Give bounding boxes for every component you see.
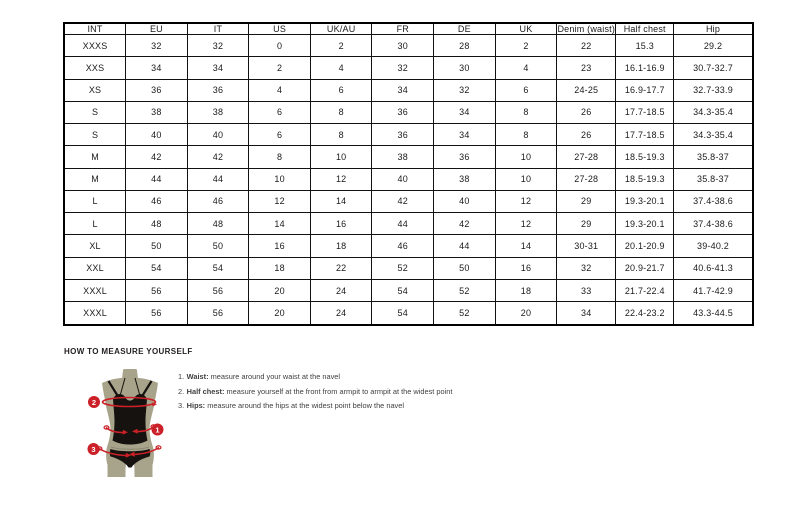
table-cell: L <box>64 190 126 212</box>
table-cell: 22 <box>310 257 372 279</box>
table-cell: 12 <box>495 213 557 235</box>
table-cell: 34 <box>557 302 616 325</box>
table-cell: 39-40.2 <box>674 235 753 257</box>
table-cell: 32 <box>126 35 188 57</box>
table-cell: 56 <box>187 279 249 301</box>
how-to-measure-title: HOW TO MEASURE YOURSELF <box>64 347 193 356</box>
table-cell: 24-25 <box>557 79 616 101</box>
table-cell: 29 <box>557 213 616 235</box>
column-header: Denim (waist) <box>557 24 616 34</box>
table-cell: 34.3-35.4 <box>674 124 753 146</box>
column-header: EU <box>126 23 188 35</box>
table-cell: 41.7-42.9 <box>674 279 753 301</box>
table-cell: 32 <box>187 35 249 57</box>
column-header: FR <box>372 23 434 35</box>
table-cell: 2 <box>249 57 311 79</box>
table-row <box>64 146 753 168</box>
table-row <box>64 257 753 279</box>
column-header: INT <box>64 23 126 35</box>
table-cell: S <box>64 101 126 123</box>
table-cell: XXL <box>64 257 126 279</box>
table-cell: 36 <box>372 124 434 146</box>
table-cell: 38 <box>187 101 249 123</box>
table-cell: 18 <box>495 279 557 301</box>
step-number: 1. <box>178 372 185 381</box>
table-row <box>64 124 753 146</box>
table-cell: 10 <box>495 168 557 190</box>
table-row <box>64 57 753 79</box>
step-text: measure around the hips at the widest point below the navel <box>205 401 405 411</box>
table-cell: 44 <box>372 213 434 235</box>
table-cell: 32 <box>434 79 496 101</box>
table-cell: 42 <box>126 146 188 168</box>
table-cell: 35.8-37 <box>674 146 753 168</box>
table-cell: 18.5-19.3 <box>616 146 674 168</box>
table-cell: 27-28 <box>557 146 616 168</box>
table-cell: 33 <box>557 279 616 301</box>
table-cell: 10 <box>495 146 557 168</box>
table-cell: 26 <box>557 101 616 123</box>
measure-step-hips <box>178 399 452 414</box>
table-cell: 30 <box>372 35 434 57</box>
table-cell: 48 <box>187 213 249 235</box>
table-cell: 22.4-23.2 <box>616 302 674 325</box>
table-cell: 46 <box>187 190 249 212</box>
table-row <box>64 302 753 325</box>
table-cell: 56 <box>126 279 188 301</box>
table-cell: 42 <box>187 146 249 168</box>
measure-steps-list <box>178 370 452 414</box>
mannequin-illustration-icon <box>86 369 172 483</box>
table-cell: 6 <box>249 101 311 123</box>
table-cell: 40 <box>187 124 249 146</box>
column-header: DE <box>434 23 496 35</box>
table-cell: 52 <box>372 257 434 279</box>
waist-marker <box>152 424 164 436</box>
table-cell: 30.7-32.7 <box>674 57 753 79</box>
table-row <box>64 279 753 301</box>
table-cell: 46 <box>126 190 188 212</box>
table-cell: 14 <box>310 190 372 212</box>
table-cell: 56 <box>187 302 249 325</box>
table-cell: 16 <box>310 213 372 235</box>
table-cell: 20.1-20.9 <box>616 235 674 257</box>
table-cell: 42 <box>434 213 496 235</box>
table-cell: 50 <box>434 257 496 279</box>
table-cell: 38 <box>372 146 434 168</box>
table-cell: 54 <box>126 257 188 279</box>
table-cell: 18 <box>249 257 311 279</box>
table-cell: 16 <box>249 235 311 257</box>
table-cell: 16.9-17.7 <box>616 79 674 101</box>
table-cell: 29 <box>557 190 616 212</box>
table-cell: 4 <box>495 57 557 79</box>
table-cell: S <box>64 124 126 146</box>
table-cell: 30-31 <box>557 235 616 257</box>
table-cell: 8 <box>249 146 311 168</box>
table-cell: 14 <box>495 235 557 257</box>
column-header: IT <box>187 23 249 35</box>
hips-marker-number: 3 <box>91 444 96 454</box>
table-cell: 30 <box>434 57 496 79</box>
table-cell: M <box>64 168 126 190</box>
table-row <box>64 101 753 123</box>
step-term: Half chest: <box>186 386 225 396</box>
table-cell: 6 <box>495 79 557 101</box>
table-cell: 24 <box>310 302 372 325</box>
table-cell: 48 <box>126 213 188 235</box>
table-cell: 34.3-35.4 <box>674 101 753 123</box>
table-cell: 10 <box>249 168 311 190</box>
table-cell: 34 <box>187 57 249 79</box>
step-text: measure around your waist at the navel <box>208 372 341 381</box>
table-cell: 44 <box>187 168 249 190</box>
table-cell: 8 <box>310 124 372 146</box>
table-cell: 34 <box>434 101 496 123</box>
table-cell: XS <box>64 79 126 101</box>
table-cell: 15.3 <box>616 35 674 57</box>
table-cell: 43.3-44.5 <box>674 302 753 325</box>
table-cell: 52 <box>434 302 496 325</box>
step-number: 2. <box>178 386 185 396</box>
table-cell: 20 <box>249 279 311 301</box>
table-cell: 26 <box>557 124 616 146</box>
size-chart-table <box>63 22 754 326</box>
table-cell: 19.3-20.1 <box>616 190 674 212</box>
table-cell: 21.7-22.4 <box>616 279 674 301</box>
table-cell: 24 <box>310 279 372 301</box>
table-cell: XXXL <box>64 302 126 325</box>
table-cell: 20.9-21.7 <box>616 257 674 279</box>
measure-step-waist <box>178 370 452 385</box>
table-cell: 38 <box>126 101 188 123</box>
table-cell: 4 <box>249 79 311 101</box>
table-cell: 32 <box>372 57 434 79</box>
table-cell: 10 <box>310 146 372 168</box>
table-cell: 50 <box>187 235 249 257</box>
table-cell: 2 <box>310 35 372 57</box>
table-row <box>64 35 753 57</box>
table-cell: 17.7-18.5 <box>616 101 674 123</box>
table-cell: 23 <box>557 57 616 79</box>
table-cell: 36 <box>187 79 249 101</box>
table-cell: 12 <box>249 190 311 212</box>
table-cell: XXS <box>64 57 126 79</box>
table-cell: 34 <box>372 79 434 101</box>
table-cell: 35.8-37 <box>674 168 753 190</box>
table-cell: 40.6-41.3 <box>674 257 753 279</box>
table-cell: XXXL <box>64 279 126 301</box>
table-cell: 54 <box>372 279 434 301</box>
size-chart-tbody <box>64 35 753 326</box>
table-row <box>64 168 753 190</box>
table-cell: 8 <box>495 101 557 123</box>
table-cell: L <box>64 213 126 235</box>
table-cell: 54 <box>187 257 249 279</box>
table-row <box>64 235 753 257</box>
column-header: UK/AU <box>310 23 372 35</box>
measure-step-half-chest <box>178 385 452 400</box>
table-row <box>64 213 753 235</box>
measurement-figure <box>86 369 172 483</box>
chest-marker <box>88 396 100 408</box>
table-cell: 56 <box>126 302 188 325</box>
size-chart-header-row <box>64 23 753 35</box>
table-cell: XL <box>64 235 126 257</box>
table-cell: 18 <box>310 235 372 257</box>
table-row <box>64 79 753 101</box>
table-cell: 20 <box>249 302 311 325</box>
column-header: Half chest <box>616 23 674 35</box>
table-cell: 20 <box>495 302 557 325</box>
step-number: 3. <box>178 401 185 411</box>
table-cell: 29.2 <box>674 35 753 57</box>
table-cell: 6 <box>310 79 372 101</box>
table-cell: 17.7-18.5 <box>616 124 674 146</box>
table-cell: 19.3-20.1 <box>616 213 674 235</box>
table-cell: 8 <box>495 124 557 146</box>
table-row <box>64 190 753 212</box>
table-cell: 37.4-38.6 <box>674 190 753 212</box>
step-term: Waist: <box>186 372 209 381</box>
table-cell: 12 <box>310 168 372 190</box>
table-cell: 2 <box>495 35 557 57</box>
table-cell: 46 <box>372 235 434 257</box>
table-cell: 18.5-19.3 <box>616 168 674 190</box>
table-cell: 6 <box>249 124 311 146</box>
column-header: US <box>249 23 311 35</box>
table-cell: 54 <box>372 302 434 325</box>
table-cell: 34 <box>126 57 188 79</box>
table-cell: 36 <box>372 101 434 123</box>
table-cell: M <box>64 146 126 168</box>
table-cell: 32.7-33.9 <box>674 79 753 101</box>
table-cell: 44 <box>434 235 496 257</box>
table-cell: 50 <box>126 235 188 257</box>
table-cell: 36 <box>126 79 188 101</box>
table-cell: 16 <box>495 257 557 279</box>
table-cell: 8 <box>310 101 372 123</box>
table-cell: 42 <box>372 190 434 212</box>
table-cell: 38 <box>434 168 496 190</box>
hips-marker <box>88 443 100 455</box>
step-text: measure yourself at the front from armpit to armpit at the widest point <box>224 386 453 396</box>
table-cell: 32 <box>557 257 616 279</box>
chest-marker-number: 2 <box>91 397 97 407</box>
step-term: Hips: <box>186 401 206 411</box>
table-cell: 16.1-16.9 <box>616 57 674 79</box>
table-cell: 40 <box>126 124 188 146</box>
table-cell: XXXS <box>64 35 126 57</box>
table-cell: 4 <box>310 57 372 79</box>
table-cell: 44 <box>126 168 188 190</box>
table-cell: 28 <box>434 35 496 57</box>
table-cell: 40 <box>372 168 434 190</box>
table-cell: 22 <box>557 35 616 57</box>
table-cell: 36 <box>434 146 496 168</box>
table-cell: 0 <box>249 35 311 57</box>
table-cell: 52 <box>434 279 496 301</box>
table-cell: 37.4-38.6 <box>674 213 753 235</box>
waist-marker-number: 1 <box>155 425 160 435</box>
column-header: UK <box>495 23 557 35</box>
table-cell: 14 <box>249 213 311 235</box>
table-cell: 12 <box>495 190 557 212</box>
table-cell: 34 <box>434 124 496 146</box>
table-cell: 27-28 <box>557 168 616 190</box>
column-header: Hip <box>674 23 753 35</box>
table-cell: 40 <box>434 190 496 212</box>
